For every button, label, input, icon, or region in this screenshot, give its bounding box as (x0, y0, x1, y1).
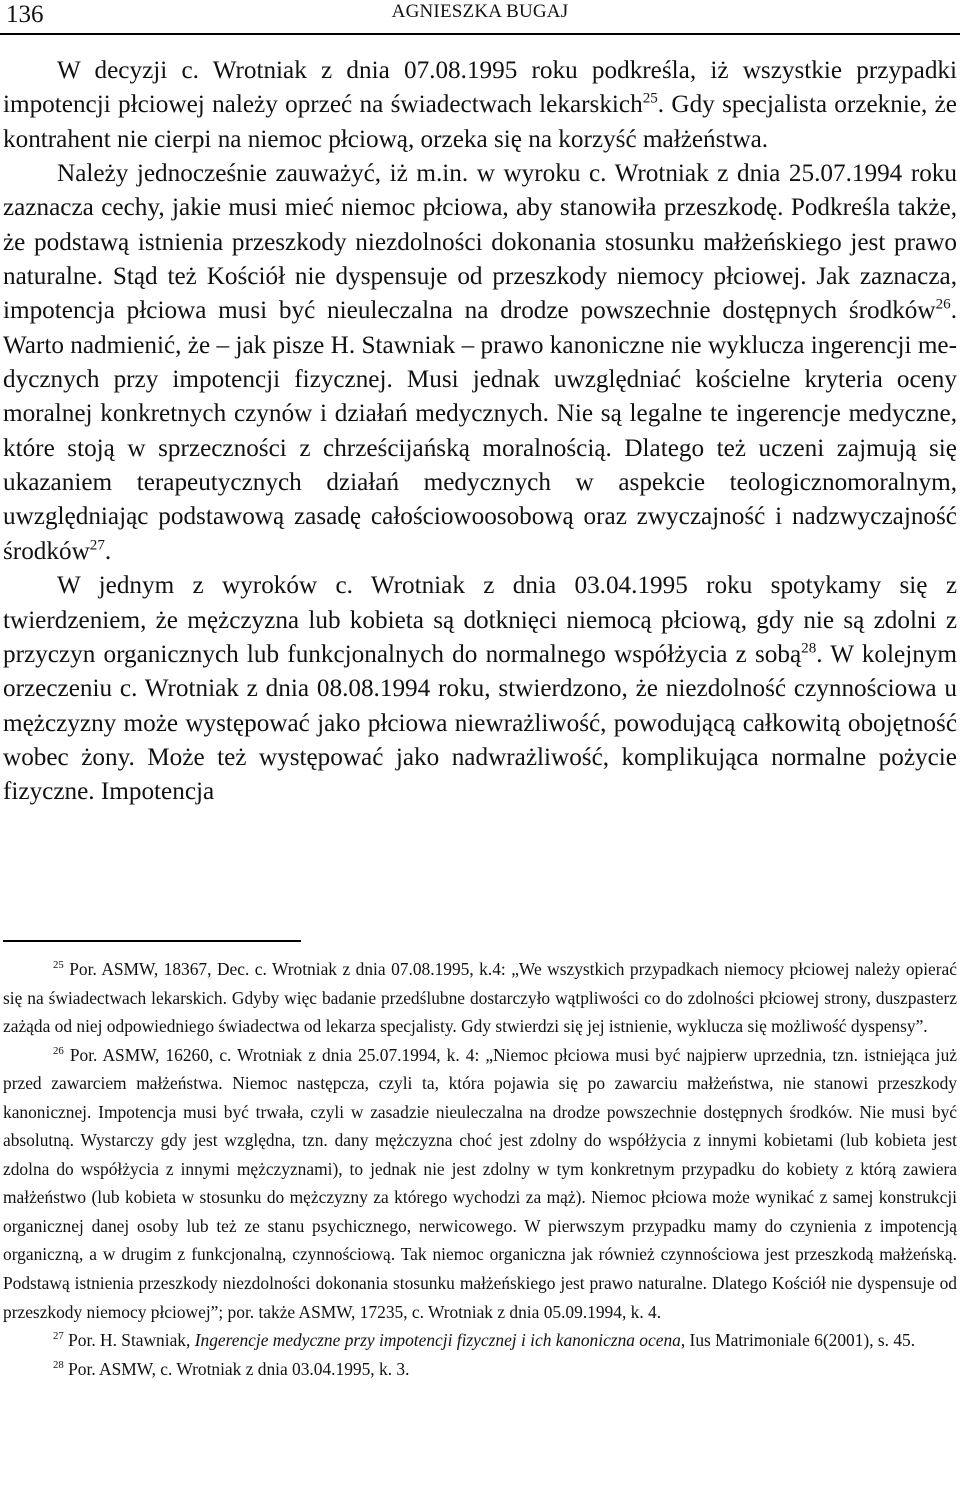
footnote-26-text: Por. ASMW, 16260, c. Wrotniak z dnia 25.07.1994, k. 4: „Niemoc płciowa musi być najpierw uprzednia, tzn. istniejąca już przed zawarciem małżeństwa. Niemoc następcza, czyli ta, która pojawia się po zawarciu małżeństwa, nie stanowi przeszkody kanonicznej. Impotencja musi być trwała, czyli w zasadzie nieuleczalna na drodze powszechnie dostępnych środków. Nie musi być absolutną. Wystarczy gdy jest względna, tzn. dany mężczyzna choć jest zdolny do współżycia z innymi kobietami (lub kobieta jest zdolna do współżycia z innymi mężczyznami), to jednak nie jest zdolny w tym konkretnym przypadku do kobiety z którą zawiera małżeństwo (lub kobieta w stosunku do mężczyzny za którego wychodzi za mąż). Niemoc płciowa może wynikać z samej konstrukcji organicznej danej osoby lub też ze stanu psychicznego, nerwicowego. W pierwszym przypadku mamy do czynienia z impotencją organiczną, a w drugim z funkcjonalną, czynnościową. Tak niemoc organiczna jak również czynnościowa jest przeszkodą małżeńską. Podstawą istnienia przeszkody niezdolności dokonania stosunku małżeńskiego jest prawo naturalne. Dlatego Kościół nie dyspensuje od przeszkody niemocy płciowej”; por. także ASMW, 17235, c. Wrotniak z dnia 05.09.1994, k. 4. (3, 1044, 957, 1322)
paragraph-2-text-b: . Warto nadmienić, że – jak pisze H. Stawniak – prawo kanoniczne nie wyklucza ingerencji medycznych przy impotencji fizycznej. Musi jednak uwzględniać kościelne kryteria oceny moralnej konkretnych czynów i działań medycznych. Nie są legalne te ingerencje medyczne, które stoją w sprzeczności z chrześcijańską moralnością. Dlatego też uczeni zajmują się ukazaniem terapeutycznych działań medycznych w aspekcie teologicznomoralnym, uwzględniając podstawową zasadę całościowoosobową oraz zwyczajność i nadzwyczajność środków (3, 297, 957, 565)
paragraph-3-text-a: W jednym z wyroków c. Wrotniak z dnia 03.04.1995 roku spotykamy się z twierdzeniem, że mężczyzna lub kobieta są dotknięci niemocą płciową, gdy nie są zdolni z przyczyn organicznych lub funkcjonalnych do normalnego współżycia z sobą (3, 572, 957, 668)
paragraph-2-text-a: Należy jednocześnie zauważyć, iż m.in. w wyroku c. Wrotniak z dnia 25.07.1994 roku zaznacza cechy, jakie musi mieć niemoc płciowa, aby stanowiła przeszkodę. Podkreśla także, że podstawą istnienia przeszkody niezdolności dokonania stosunku małżeńskiego jest prawo naturalne. Stąd też Kościół nie dyspensuje od przeszkody niemocy płciowej. Jak zaznacza, impotencja płciowa musi być nieuleczalna na drodze powszechnie dostępnych środków (3, 160, 957, 325)
paragraph-1-text-a: W decyzji c. Wrotniak z dnia 07.08.1995 roku podkreśla, iż wszystkie przypadki impotencji płciowej należy oprzeć na świadectwach lekarskich (3, 57, 957, 119)
header-rule (0, 33, 960, 35)
paragraph-1-text-b: . Gdy specjalista orzeknie, że kontrahent nie cierpi na niemoc płciową, orzeka się na korzyść małżeństwa. (3, 91, 957, 153)
paragraph-3-text-b: . W kolejnym orzeczeniu c. Wrotniak z dnia 08.08.1994 roku, stwierdzono, że niezdolność czynnościowa u mężczyzny może występować jako płciowa niewrażliwość, powodującą całkowitą obojętność wobec żony. Może też występować jako nadwrażliwość, komplikująca normalne pożycie fizyczne. Impotencja (3, 640, 957, 806)
paragraph-1 (3, 54, 957, 157)
footnote-27-text-pre: Por. H. Stawniak, (68, 1330, 195, 1351)
paragraph-2-text-c: . (104, 537, 112, 565)
page-header (0, 0, 960, 32)
main-text (3, 54, 957, 810)
footnote-28 (3, 1355, 957, 1384)
footnote-27-text-post: , Ius Matrimoniale 6(2001), s. 45. (680, 1330, 916, 1351)
footnote-ref-26: 26 (935, 297, 951, 314)
page-number: 136 (6, 1, 44, 28)
paragraph-2 (3, 157, 957, 569)
running-head: AGNIESZKA BUGAJ (391, 1, 569, 22)
footnote-25-text: Por. ASMW, 18367, Dec. c. Wrotniak z dnia 07.08.1995, k.4: „We wszystkich przypadkach niemocy płciowej należy opierać się na świadectwach lekarskich. Gdyby więc badanie przedślubne dostarczyło wątpliwości co do zdolności płciowej strony, duszpasterz zażąda od niej odpowiedniego świadectwa od lekarza specjalisty. Gdy stwierdzi się jej istnienie, wyklucza się możliwość dyspensy”. (3, 959, 957, 1037)
footnote-27-mark: 27 (53, 1330, 64, 1343)
footnote-ref-27: 27 (89, 537, 105, 554)
footnote-ref-25: 25 (642, 90, 658, 107)
footnote-28-mark: 28 (53, 1358, 64, 1371)
footnote-27 (3, 1326, 957, 1355)
footnote-25-mark: 25 (53, 959, 64, 972)
footnote-26 (3, 1041, 957, 1326)
footnotes (3, 955, 957, 1383)
footnote-separator (3, 940, 301, 942)
footnote-28-text: Por. ASMW, c. Wrotniak z dnia 03.04.1995, k. 3. (68, 1358, 410, 1379)
footnote-25 (3, 955, 957, 1041)
footnote-ref-28: 28 (801, 640, 817, 657)
footnote-26-mark: 26 (53, 1044, 64, 1057)
footnote-27-title: Ingerencje medyczne przy impotencji fizycznej i ich kanoniczna ocena (194, 1330, 681, 1351)
paragraph-3 (3, 569, 957, 809)
